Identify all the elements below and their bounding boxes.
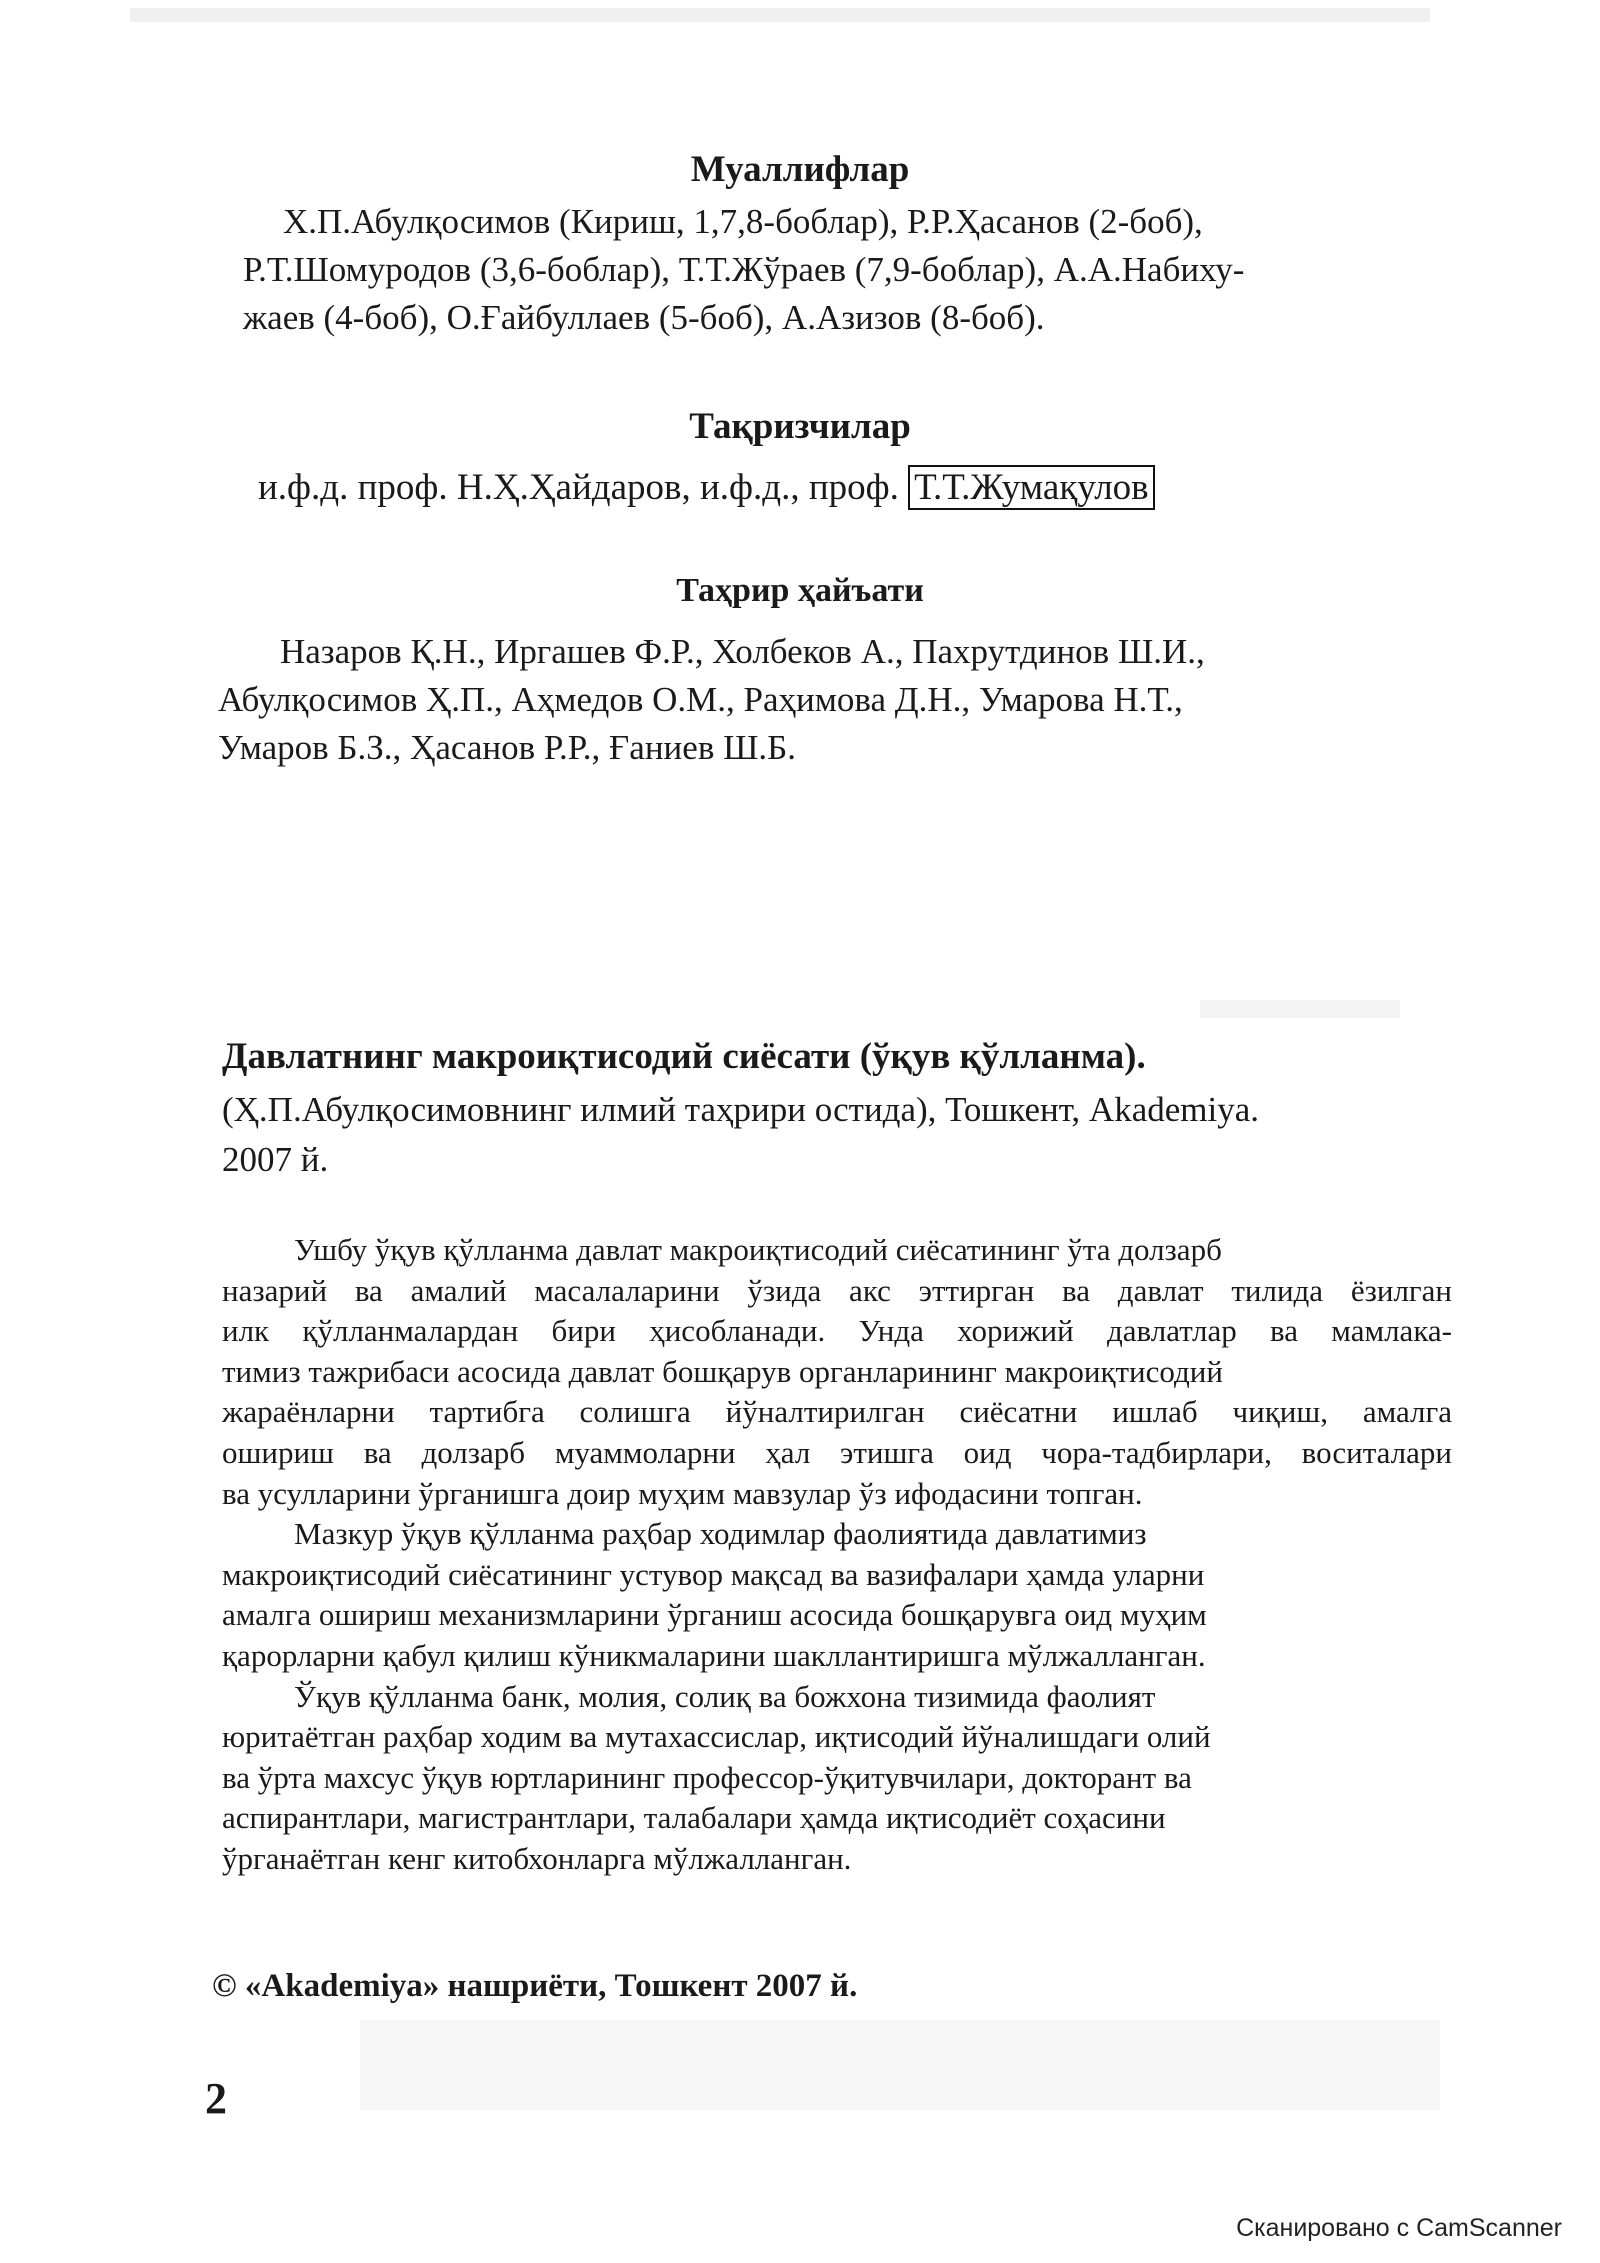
bibliography-line: (Ҳ.П.Абулқосимовнинг илмий таҳрири остида), Тошкент, Akademiya. — [222, 1090, 1260, 1129]
reviewers-names: и.ф.д. проф. Н.Ҳ.Ҳайдаров, и.ф.д., проф. — [258, 467, 899, 508]
abstract — [222, 1230, 1452, 1880]
scanner-watermark: Сканировано с CamScanner — [1236, 2214, 1562, 2242]
editorial-board-text — [218, 628, 1468, 772]
abstract-line: ва ўрта махсус ўқув юртларининг профессор-ўқитувчилари, докторант ва — [222, 1759, 1192, 1795]
abstract-line: Ўқув қўлланма банк, молия, солиқ ва божхона тизимида фаолият — [294, 1678, 1156, 1714]
authors-line: жаев (4-боб), О.Ғайбуллаев (5-боб), А.Азизов (8-боб). — [243, 298, 1045, 337]
abstract-line: тимиз тажрибаси асосида давлат бошқарув органларининг макроиқтисодий — [222, 1353, 1223, 1389]
abstract-line: ўрганаётган кенг китобхонларга мўлжалланган. — [222, 1840, 852, 1876]
abstract-line: илк қўлланмалардан бири ҳисобланади. Унда хорижий давлатлар ва мамлака- — [222, 1313, 1452, 1349]
authors-text — [243, 198, 1473, 342]
bibliography-line: 2007 й. — [222, 1140, 329, 1179]
abstract-line: Ушбу ўқув қўлланма давлат макроиқтисодий сиёсатининг ўта долзарб — [294, 1232, 1222, 1267]
abstract-line: ошириш ва долзарб муаммоларни ҳал этишга оид чора-тадбирлари, воситалари — [222, 1434, 1452, 1470]
book-title: Давлатнинг макроиқтисодий сиёсати (ўқув қўлланма). — [222, 1036, 1146, 1077]
abstract-line: юритаётган раҳбар ходим ва мутахассислар, иқтисодий йўналишдаги олий — [222, 1719, 1211, 1755]
abstract-line: ва усулларини ўрганишга доир муҳим мавзулар ўз ифодасини топган. — [222, 1475, 1143, 1511]
show-through-band — [130, 8, 1430, 22]
reviewer-boxed-name: Т.Т.Жумақулов — [908, 465, 1155, 510]
page-number: 2 — [205, 2074, 227, 2123]
editorial-board-line: Назаров Қ.Н., Иргашев Ф.Р., Холбеков А., Пахрутдинов Ш.И., — [280, 632, 1205, 671]
abstract-line: назарий ва амалий масалаларини ўзида акс эттирган ва давлат тилида ёзилган — [222, 1272, 1452, 1308]
abstract-line: аспирантлари, магистрантлари, талабалари ҳамда иқтисодиёт соҳасини — [222, 1800, 1166, 1836]
abstract-line: жараёнларни тартибга солишга йўналтирилган сиёсатни ишлаб чиқиш, амалга — [222, 1394, 1452, 1430]
abstract-line: амалга ошириш механизмларини ўрганиш асосида бошқарувга оид муҳим — [222, 1597, 1207, 1633]
abstract-line: қарорларни қабул қилиш кўникмаларини шакллантиришга мўлжалланган. — [222, 1637, 1206, 1673]
abstract-line: Мазкур ўқув қўлланма раҳбар ходимлар фаолиятида давлатимиз — [294, 1516, 1147, 1552]
editorial-board-line: Абулқосимов Ҳ.П., Аҳмедов О.М., Раҳимова Д.Н., Умарова Н.Т., — [218, 680, 1183, 719]
show-through-band — [360, 2020, 1440, 2110]
show-through-band — [1200, 1000, 1400, 1018]
reviewers-heading: Тақризчилар — [689, 406, 911, 447]
authors-line: Р.Т.Шомуродов (3,6-боблар), Т.Т.Жўраев (7,9-боблар), А.А.Набиху- — [243, 250, 1245, 289]
abstract-line: макроиқтисодий сиёсатининг устувор мақсад ва вазифалари ҳамда уларни — [222, 1556, 1205, 1592]
reviewers-line — [258, 466, 1155, 509]
editorial-board-heading: Таҳрир ҳайъати — [676, 572, 924, 609]
authors-heading: Муаллифлар — [690, 149, 910, 190]
copyright-notice: © «Akademiya» нашриёти, Тошкент 2007 й. — [212, 1968, 858, 2004]
editorial-board-line: Умаров Б.З., Ҳасанов Р.Р., Ғаниев Ш.Б. — [218, 728, 796, 767]
authors-line: Х.П.Абулқосимов (Кириш, 1,7,8-боблар), Р.Р.Ҳасанов (2-боб), — [283, 202, 1203, 241]
